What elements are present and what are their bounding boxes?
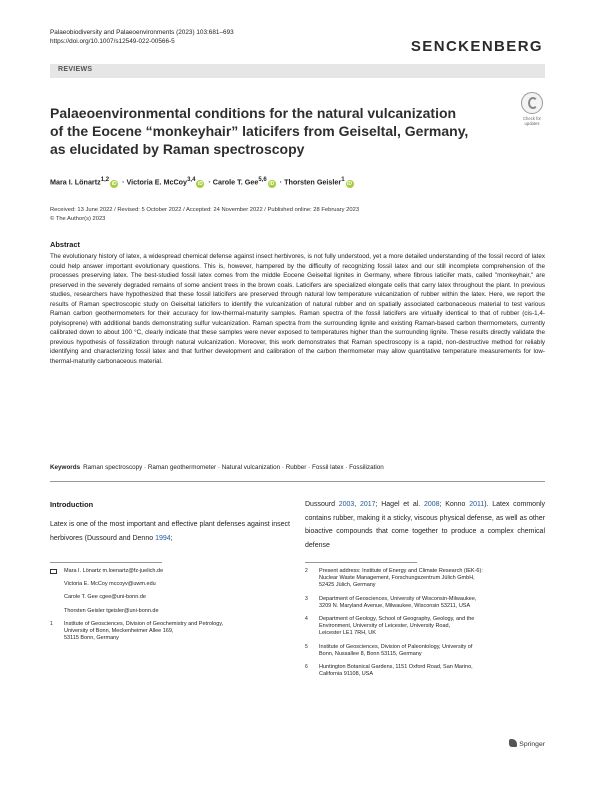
citation-link[interactable]: 2008 bbox=[423, 501, 440, 508]
intro-heading: Introduction bbox=[50, 500, 94, 509]
contact-name: Mara I. Lönartz bbox=[64, 568, 101, 574]
abstract-heading: Abstract bbox=[50, 240, 80, 249]
author-name: Carole T. Gee bbox=[212, 177, 259, 187]
author-affil: 5,6 bbox=[258, 177, 267, 183]
footnote-mark: 2 bbox=[305, 568, 308, 574]
citation-link[interactable]: 2011 bbox=[469, 501, 485, 508]
contact-email[interactable]: cgee@uni-bonn.de bbox=[99, 594, 146, 601]
section-divider bbox=[50, 481, 545, 482]
affiliation-footnote bbox=[305, 644, 545, 658]
article-title bbox=[50, 104, 505, 158]
springer-horse-icon bbox=[509, 739, 517, 747]
title-line: as elucidated by Raman spectroscopy bbox=[50, 141, 305, 157]
author-list bbox=[50, 177, 545, 188]
contact-name: Thorsten Geisler bbox=[64, 607, 105, 614]
footnote-mark: 1 bbox=[50, 620, 53, 627]
section-tag: REVIEWS bbox=[58, 66, 93, 73]
contact-email[interactable]: tgeisler@uni-bonn.de bbox=[106, 607, 159, 614]
keywords-label: Keywords bbox=[50, 464, 81, 471]
author-separator: · bbox=[120, 177, 127, 187]
springer-logo bbox=[509, 739, 545, 748]
contact-email[interactable]: mccoyv@uwm.edu bbox=[109, 581, 156, 588]
intro-text: , bbox=[354, 501, 360, 508]
intro-text: ; bbox=[170, 534, 173, 542]
doi-link[interactable]: https://doi.org/10.1007/s12549-022-00566-5 bbox=[50, 38, 175, 45]
author-separator: · bbox=[277, 177, 285, 187]
intro-text: Dussourd bbox=[305, 501, 339, 508]
affiliation-line: 53115 Bonn, Germany bbox=[64, 635, 119, 642]
footnote-divider bbox=[305, 562, 417, 563]
publisher-logo: SENCKENBERG bbox=[410, 38, 543, 55]
corresponding-author bbox=[50, 568, 290, 575]
affiliation-line: 52425 Jülich, Germany bbox=[319, 582, 376, 589]
check-updates-badge[interactable] bbox=[517, 92, 547, 126]
citation-link[interactable]: 1994 bbox=[155, 534, 171, 542]
affiliation-line: Bonn, Nussallee 8, Bonn 53115, Germany bbox=[319, 650, 422, 657]
abstract-text: The evolutionary history of latex, a widespread chemical defense against insect herbivores, is not fully understood, yet a more detailed understanding of the fossil record of latex could help answer important evolutionary questions. This is, however, hampered by the difficulty of recognizing fossil latex and our still incomplete comprehension of the processes preserving latex. The best-studied fossil latex comes from the middle Eocene Geiseltal lignites in Germany, where fibrous laticifer mats, called "monkeyhair," are preserved in the severely degraded remains of some ancient trees in the brown coals. Laticifers are specialized elongate cells that carry latex throughout the plant. In previous studies, researchers have hypothesized that these fossil laticifers are preserved through natural low temperature vulcanization of rubber within the latex. Here, we report the results of Raman spectroscopic study on Geiseltal laticifers to identify the vulcanization of natural rubber and on spatially associated carbonaceous material to test various Raman carbon geothermometers for their accuracy for low-thermal-maturity samples. Raman spectra of the fossil laticifers are virtually identical to that of rubber (cis-1,4-polyisoprene) with additional bands demonstrating sulfur vulcanization. Raman spectra from the surrounding lignite and existing Raman-based carbon thermometers, currently calibrated down to about 100 °C, clearly indicate that these samples were never exposed to temperatures higher than the surrounding lignite. These results directly validate the previous hypothesis of fossilization through natural vulcanization. Moreover, this work demonstrates that Raman spectroscopy is a rapid, non-destructive method for reliably identifying and characterizing fossil latex and that further development and calibration of the carbon thermometer may allow quantitative temperature measurements for low-thermal-maturity carbonaceous material. bbox=[50, 253, 545, 366]
history-dates: Received: 13 June 2022 / Revised: 5 October 2022 / Accepted: 24 November 2022 / Published online: 28 February 2023 bbox=[50, 207, 360, 213]
section-tag-bar bbox=[50, 64, 545, 78]
affiliation-line: Leicester LE1 7RH, UK bbox=[319, 630, 376, 637]
author-name: Victoria E. McCoy bbox=[126, 177, 188, 187]
orcid-icon[interactable]: iD bbox=[111, 181, 117, 188]
copyright-line: © The Author(s) 2023 bbox=[50, 216, 106, 222]
orcid-icon[interactable]: iD bbox=[269, 181, 275, 188]
journal-header bbox=[50, 28, 234, 46]
affiliation-line: 3209 N. Maryland Avenue, Milwaukee, Wisconsin 53211, USA bbox=[319, 602, 471, 609]
citation-link[interactable]: 2017 bbox=[359, 501, 376, 508]
contact-footnotes bbox=[50, 568, 290, 648]
author-affil: 1 bbox=[341, 177, 345, 183]
affiliation-footnote bbox=[305, 664, 545, 678]
affiliation-line: University of Bonn, Meckenheimer Allee 169, bbox=[64, 628, 174, 635]
orcid-icon[interactable]: iD bbox=[347, 181, 353, 188]
author-name: Mara I. Lönartz bbox=[50, 177, 101, 187]
affiliation-line: Nuclear Waste Management, Forschungszentrum Jülich GmbH, bbox=[319, 575, 475, 582]
affiliation-line: Environment, University of Leicester, University Road, bbox=[319, 623, 451, 630]
intro-column-right bbox=[305, 498, 545, 552]
contact-name: Victoria E. McCoy bbox=[64, 581, 108, 588]
orcid-icon[interactable]: iD bbox=[197, 181, 203, 188]
intro-text: ; Konno bbox=[439, 501, 470, 508]
publication-dates bbox=[50, 206, 359, 224]
footnote-mark: 5 bbox=[305, 643, 308, 650]
springer-wordmark: Springer bbox=[519, 741, 545, 748]
citation-link[interactable]: 2003 bbox=[338, 501, 355, 508]
author-name: Thorsten Geisler bbox=[284, 177, 342, 187]
affiliation-line: Institute of Geosciences, Division of Geochemistry and Petrology, bbox=[64, 620, 224, 627]
footnote-mark: 3 bbox=[305, 595, 308, 602]
affiliation-line: Department of Geology, School of Geography, Geology, and the bbox=[319, 616, 475, 623]
keywords bbox=[50, 464, 545, 471]
keywords-list: Raman spectroscopy · Raman geothermometer · Natural vulcanization · Rubber · Fossil latex · Fossilization bbox=[83, 464, 384, 471]
footnote-mark: 4 bbox=[305, 616, 308, 623]
affiliation-footnote bbox=[305, 616, 545, 638]
author-separator: · bbox=[206, 177, 213, 187]
affiliation-footnote bbox=[305, 568, 545, 590]
updates-label: Check for updates bbox=[523, 116, 541, 126]
contact-name: Carole T. Gee bbox=[64, 594, 98, 601]
affiliation-line: California 91108, USA bbox=[319, 671, 374, 678]
affiliation-line: Institute of Geosciences, Division of Paleontology, University of bbox=[319, 643, 473, 650]
intro-column-left bbox=[50, 518, 290, 545]
affiliation-footnote bbox=[305, 596, 545, 610]
affiliation-line: Huntington Botanical Gardens, 1151 Oxford Road, San Marino, bbox=[319, 664, 473, 671]
title-line: Palaeoenvironmental conditions for the natural vulcanization bbox=[50, 105, 457, 121]
author-affil: 3,4 bbox=[187, 177, 196, 183]
envelope-icon bbox=[50, 569, 57, 574]
author-affil: 1,2 bbox=[100, 177, 110, 183]
affiliation-line: Department of Geosciences, University of Wisconsin-Milwaukee, bbox=[319, 595, 477, 602]
intro-text: ). Latex commonly contains rubber, making it a sticky, viscous physical defense, as well as other bioactive compounds that come together to produce a complex chemical defense bbox=[305, 501, 546, 549]
journal-citation: Palaeobiodiversity and Palaeoenvironments (2023) 103:681–693 bbox=[50, 29, 234, 36]
contact-email[interactable]: m.loenartz@fz-juelich.de bbox=[102, 568, 164, 574]
intro-text: Latex is one of the most important and effective plant defenses against insect herbivores (Dussourd and Denno bbox=[50, 521, 290, 542]
author-contact bbox=[50, 581, 290, 588]
title-line: of the Eocene “monkeyhair” laticifers from Geiseltal, Germany, bbox=[50, 123, 469, 139]
updates-icon bbox=[521, 92, 543, 114]
footnote-divider bbox=[50, 562, 162, 563]
affiliation-footnotes bbox=[305, 568, 545, 684]
author-contact bbox=[50, 594, 290, 601]
author-contact bbox=[50, 608, 290, 615]
footnote-mark: 6 bbox=[305, 664, 308, 671]
affiliation-line: Present address: Institute of Energy and Climate Research (IEK-6): bbox=[319, 568, 483, 574]
affiliation-footnote bbox=[50, 621, 290, 643]
intro-text: ; Hagel et al. bbox=[375, 501, 424, 508]
